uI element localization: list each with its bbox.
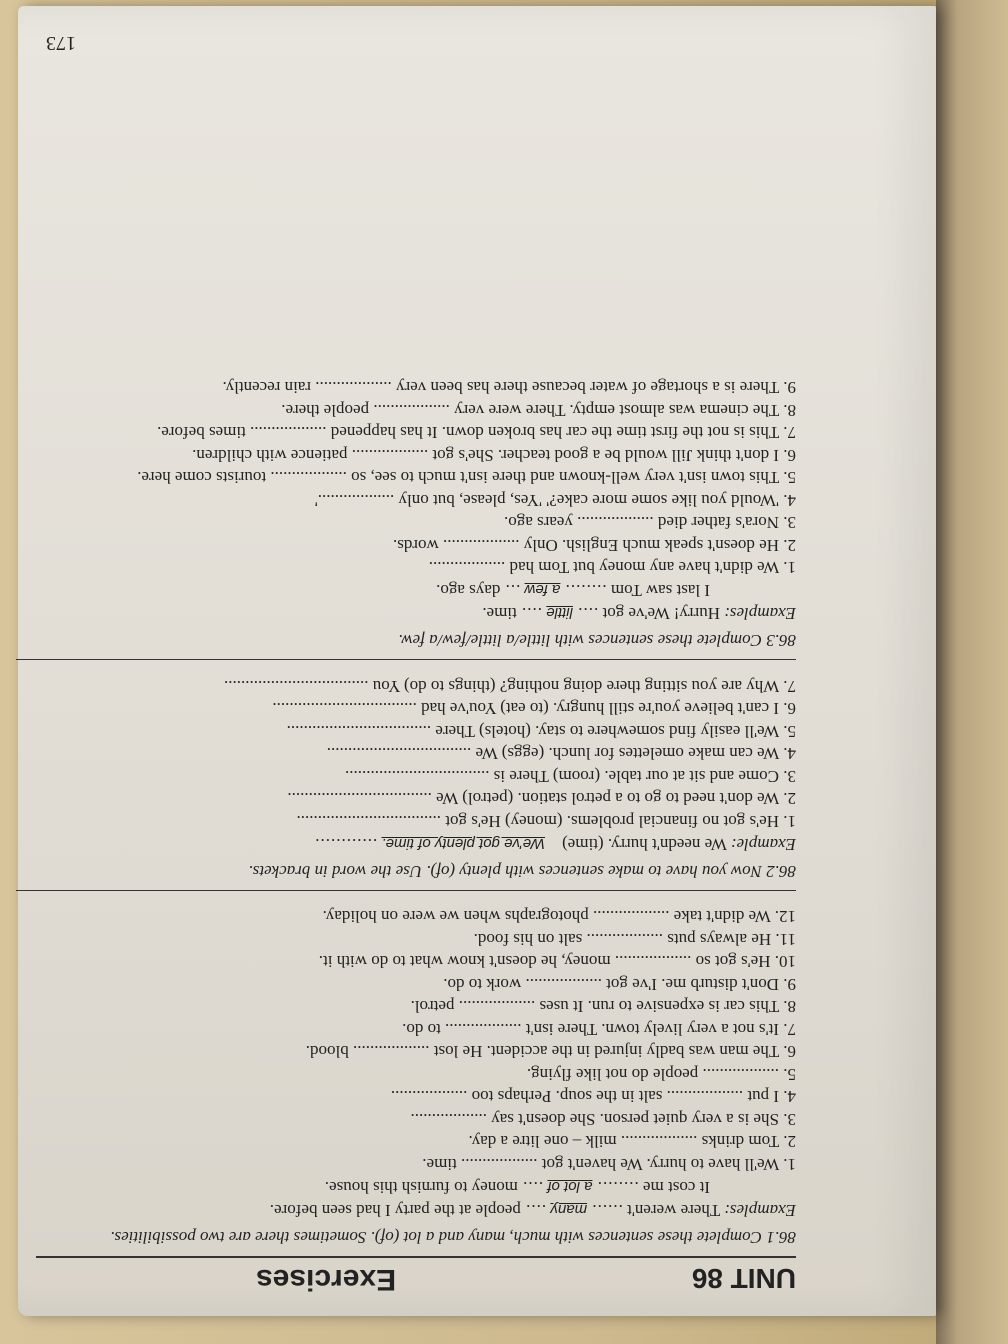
page-title: Exercises bbox=[256, 1263, 397, 1296]
exercise-item: 12. We didn't take .................. photographs when we were on holiday. bbox=[322, 907, 796, 927]
example-text: It cost me bbox=[642, 1178, 710, 1197]
example-label: Examples: bbox=[724, 1201, 796, 1220]
blank-dots: .... bbox=[521, 604, 543, 624]
section-divider bbox=[16, 660, 796, 661]
example-line bbox=[36, 579, 796, 602]
exercise-item: 7. It's not a very lively town. There isn't .................. to do. bbox=[402, 1020, 796, 1039]
example-answer: little bbox=[546, 604, 573, 622]
exercise-instruction: 86.1 Complete these sentences with much, many and a lot (of). Sometimes there are two possibilities. bbox=[110, 1228, 796, 1247]
example-line bbox=[36, 832, 796, 855]
blank-dots: ... bbox=[504, 581, 521, 601]
page-content-rotated bbox=[18, 6, 936, 1316]
exercise-item: 8. This car is expensive to run. It uses .................. petrol. bbox=[410, 997, 796, 1017]
blank-dots: .... bbox=[577, 604, 599, 624]
example-text: Hurry! We've got bbox=[602, 604, 720, 624]
exercise-item: 8. The cinema was almost empty. There were very .................. people there. bbox=[281, 401, 796, 420]
exercise-item: 1. He's got no financial problems. (money) He's got .................................. bbox=[296, 812, 796, 831]
exercise-item: 3. Nora's father died .................. years ago. bbox=[504, 513, 796, 533]
exercise-item: 3. She is a very quiet person. She doesn't say .................. bbox=[410, 1110, 796, 1129]
example-answer: a lot of bbox=[547, 1178, 593, 1195]
exercise-86-2 bbox=[36, 675, 796, 883]
blank-dots: ........ bbox=[564, 581, 607, 601]
example-text: We needn't hurry. (time) bbox=[562, 835, 727, 854]
exercise-item: 4. I put .................. salt in the soup. Perhaps too .................. bbox=[390, 1087, 796, 1107]
example-text: people at the party I had seen before. bbox=[269, 1201, 521, 1220]
exercise-item: 6. I can't believe you're still hungry. (to eat) You've had .................................. bbox=[272, 699, 796, 719]
exercise-item: 1. We didn't have any money but Tom had .................. bbox=[428, 558, 796, 578]
example-text: There weren't bbox=[627, 1201, 721, 1220]
exercise-item: 11. He always puts .................. salt on his food. bbox=[473, 930, 796, 949]
example-answer: We've got plenty of time. bbox=[381, 835, 546, 852]
example-label: Examples: bbox=[724, 604, 796, 624]
example-text: time. bbox=[482, 604, 517, 624]
exercise-item: 5. .................. people do not like flying. bbox=[526, 1065, 796, 1084]
exercise-item: 10. He's got so .................. money, he doesn't know what to do with it. bbox=[318, 952, 796, 972]
exercise-86-1 bbox=[36, 905, 796, 1248]
exercise-item: 4. 'Would you like some more cake?' 'Yes, please, but only ..................' bbox=[314, 491, 796, 510]
example-text: days ago. bbox=[436, 581, 501, 601]
blank-dots: .... bbox=[525, 1201, 547, 1220]
section-divider bbox=[16, 890, 796, 891]
page-edge bbox=[936, 0, 1008, 1344]
example-answer: many bbox=[550, 1201, 588, 1218]
exercise-item: 9. Don't disturb me. I've got .................. work to do. bbox=[443, 975, 796, 994]
exercise-item: 5. This town isn't very well-known and there isn't much to see, so .................. tourists come here. bbox=[137, 468, 796, 488]
blank-dots: ...... bbox=[591, 1201, 623, 1220]
exercise-item: 4. We can make omelettes for lunch. (eggs) We .................................. bbox=[326, 744, 796, 764]
example-answer: a few bbox=[524, 581, 561, 599]
exercise-item: 6. The man was badly injured in the accident. He lost .................. blood. bbox=[305, 1042, 796, 1062]
exercise-item: 6. I don't think Jill would be a good teacher. She's got .................. patience with children. bbox=[192, 446, 796, 465]
page-number: 173 bbox=[46, 32, 76, 54]
exercise-instruction: 86.2 Now you have to make sentences with plenty (of). Use the word in brackets. bbox=[248, 862, 796, 881]
exercise-instruction: 86.3 Complete these sentences with little/a little/few/a few. bbox=[398, 631, 796, 651]
unit-label: UNIT 86 bbox=[691, 1263, 796, 1294]
exercise-item: 2. We don't need to go to a petrol station. (petrol) We .................................. bbox=[287, 789, 796, 809]
exercise-item: 9. There is a shortage of water because there has been very .................. rain recently. bbox=[222, 378, 796, 398]
page-header bbox=[36, 1256, 796, 1296]
exercise-item: 7. Why are you sitting there doing nothing? (things to do) You .................................. bbox=[224, 677, 796, 696]
exercise-86-3 bbox=[36, 376, 796, 652]
example-text: money to furnish this house. bbox=[324, 1178, 518, 1197]
example-text: I last saw Tom bbox=[610, 581, 710, 601]
exercise-item: 2. He doesn't speak much English. Only .................. words. bbox=[393, 536, 796, 555]
exercise-item: 2. Tom drinks .................. milk – one litre a day. bbox=[468, 1132, 796, 1152]
example-line bbox=[36, 1175, 796, 1198]
example-label: Example: bbox=[730, 835, 796, 854]
blank-dots: ........ bbox=[596, 1178, 639, 1197]
exercise-item: 7. This is not the first time the car has broken down. It has happened .................. times before. bbox=[157, 423, 796, 443]
book-page bbox=[18, 6, 936, 1316]
example-line bbox=[36, 602, 796, 625]
blank-dots: .... bbox=[522, 1178, 544, 1197]
exercise-item: 3. Come and sit at our table. (room) There is .................................. bbox=[344, 767, 796, 786]
exercise-item: 1. We'll have to hurry. We haven't got .................. time. bbox=[422, 1155, 796, 1174]
page-inner bbox=[36, 362, 796, 1296]
exercise-item: 5. We'll easily find somewhere to stay. (hotels) There .................................. bbox=[286, 722, 796, 741]
blank-dots: ............ bbox=[314, 835, 378, 854]
example-line bbox=[36, 1198, 796, 1221]
